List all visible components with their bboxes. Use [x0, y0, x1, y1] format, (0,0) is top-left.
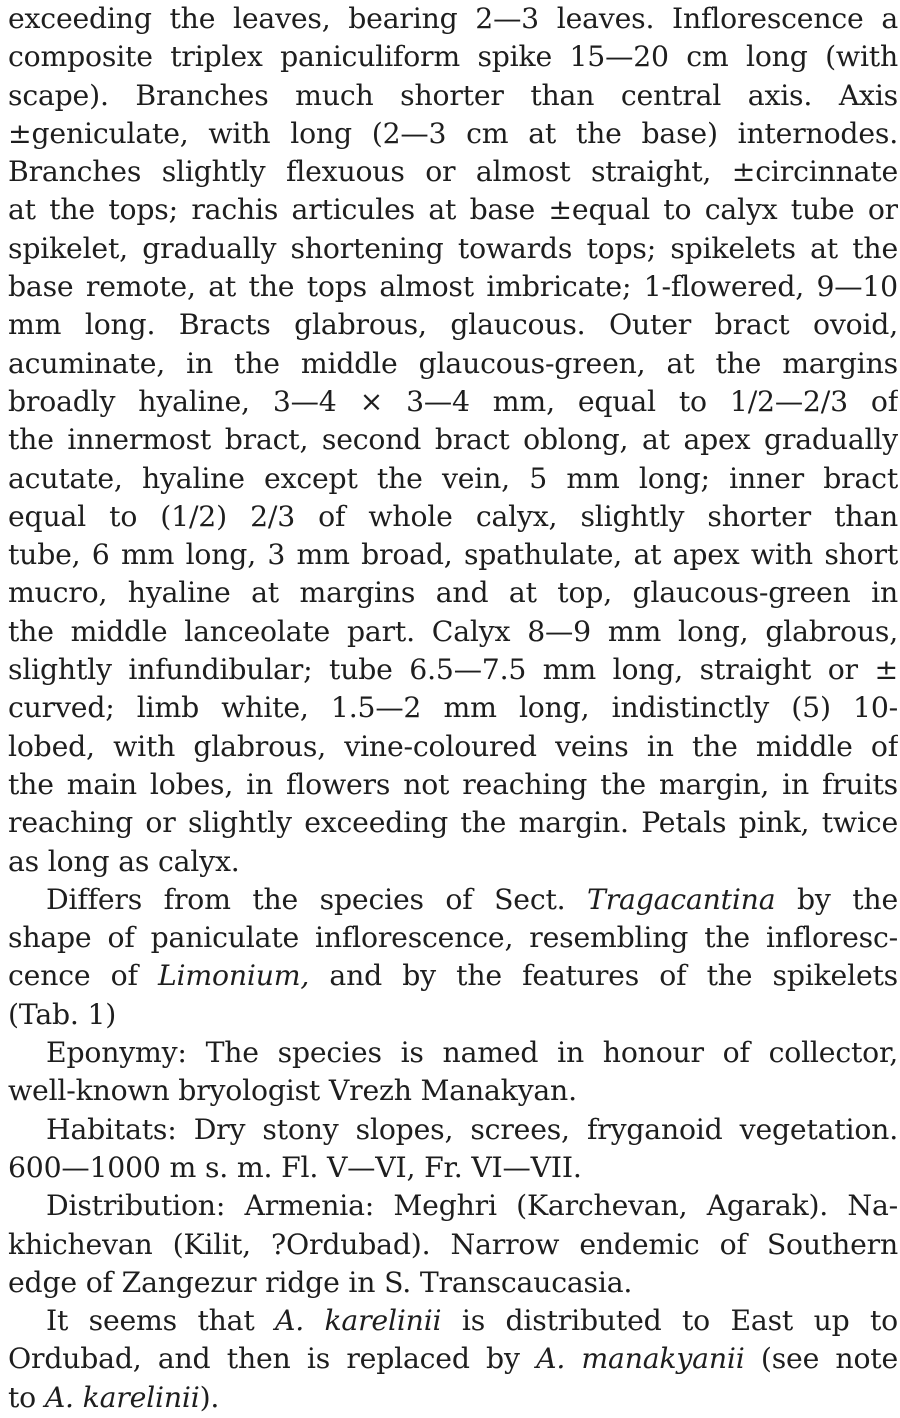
text-run: It seems that [46, 1304, 275, 1338]
text-line: composite triplex paniculiform spike 15—20 cm long (with [8, 40, 898, 74]
text-line: equal to (1/2) 2/3 of whole calyx, slightly shorter than [8, 499, 898, 533]
text-run: by the [775, 882, 898, 916]
text-line: acutate, hyaline except the vein, 5 mm long; inner bract [8, 461, 898, 495]
text-line: edge of Zangezur ridge in S. Transcaucasia. [8, 1265, 633, 1299]
text-line: Eponymy: The species is named in honour of collector, [46, 1036, 898, 1070]
text-line: spikelet, gradually shortening towards tops; spikelets at the [8, 231, 898, 265]
text-line: scape). Branches much shorter than central axis. Axis [8, 78, 898, 112]
text-line: the innermost bract, second bract oblong, at apex gradually [8, 423, 898, 457]
text-run: to [8, 1380, 45, 1414]
text-line: the main lobes, in flowers not reaching the margin, in fruits [8, 767, 898, 801]
differs-paragraph [8, 881, 898, 1034]
habitats-paragraph [8, 1111, 898, 1188]
text-line: exceeding the leaves, bearing 2—3 leaves. Inflorescence a [8, 2, 898, 35]
text-line: (Tab. 1) [8, 997, 117, 1031]
note-paragraph [8, 1302, 898, 1417]
text-line: Distribution: Armenia: Meghri (Karchevan, Agarak). Na- [46, 1189, 898, 1223]
text-line: Habitats: Dry stony slopes, screes, fryganoid vegetation. [46, 1112, 898, 1146]
text-line: Branches slightly flexuous or almost straight, ±circinnate [8, 155, 898, 189]
text-line: broadly hyaline, 3—4 × 3—4 mm, equal to 1/2—2/3 of [8, 384, 898, 418]
taxon-name: Tragacantina [587, 882, 776, 916]
text-line: reaching or slightly exceeding the margin. Petals pink, twice [8, 806, 898, 840]
text-run: cence of [8, 959, 158, 993]
text-run: and by the features of the spikelets [309, 959, 898, 993]
distribution-paragraph [8, 1187, 898, 1302]
text-run: ). [199, 1380, 220, 1414]
text-line: shape of paniculate inflorescence, resembling the infloresc- [8, 921, 898, 955]
eponymy-paragraph [8, 1034, 898, 1111]
text-line [8, 1379, 898, 1417]
taxon-name: Limonium, [157, 959, 310, 993]
text-run: Ordubad, and then is replaced by [8, 1342, 537, 1376]
text-line: the middle lanceolate part. Calyx 8—9 mm long, glabrous, [8, 614, 898, 648]
text-line [8, 1340, 898, 1378]
text-line [8, 1302, 898, 1340]
description-paragraph [8, 0, 898, 881]
text-line [8, 957, 898, 995]
text-line: lobed, with glabrous, vine-coloured veins in the middle of [8, 729, 898, 763]
text-line: 600—1000 m s. m. Fl. V—VI, Fr. VI—VII. [8, 1150, 582, 1184]
text-line: tube, 6 mm long, 3 mm broad, spathulate, at apex with short [8, 538, 898, 572]
text-line [8, 881, 898, 919]
text-run: (see note [744, 1342, 898, 1376]
text-line: base remote, at the tops almost imbricate; 1-flowered, 9—10 [8, 270, 898, 304]
text-line: slightly infundibular; tube 6.5—7.5 mm long, straight or ± [8, 653, 898, 687]
text-line: ±geniculate, with long (2—3 cm at the base) internodes. [8, 116, 898, 150]
text-line: as long as calyx. [8, 844, 240, 878]
text-line: mucro, hyaline at margins and at top, glaucous-green in [8, 576, 898, 610]
taxon-name: A. karelinii [274, 1304, 442, 1338]
text-line: well-known bryologist Vrezh Manakyan. [8, 1074, 577, 1108]
taxon-name: A. karelinii [44, 1380, 200, 1414]
text-line: at the tops; rachis articules at base ±equal to calyx tube or [8, 193, 898, 227]
text-run: Differs from the species of Sect. [46, 882, 588, 916]
taxon-name: A. manakyanii [536, 1342, 745, 1376]
text-line: acuminate, in the middle glaucous-green, at the margins [8, 346, 898, 380]
text-run: is distributed to East up to [441, 1304, 898, 1338]
text-line: curved; limb white, 1.5—2 mm long, indistinctly (5) 10- [8, 691, 898, 725]
text-line: mm long. Bracts glabrous, glaucous. Outer bract ovoid, [8, 308, 898, 342]
text-line: khichevan (Kilit, ?Ordubad). Narrow endemic of Southern [8, 1227, 898, 1261]
page-body [8, 0, 898, 1417]
